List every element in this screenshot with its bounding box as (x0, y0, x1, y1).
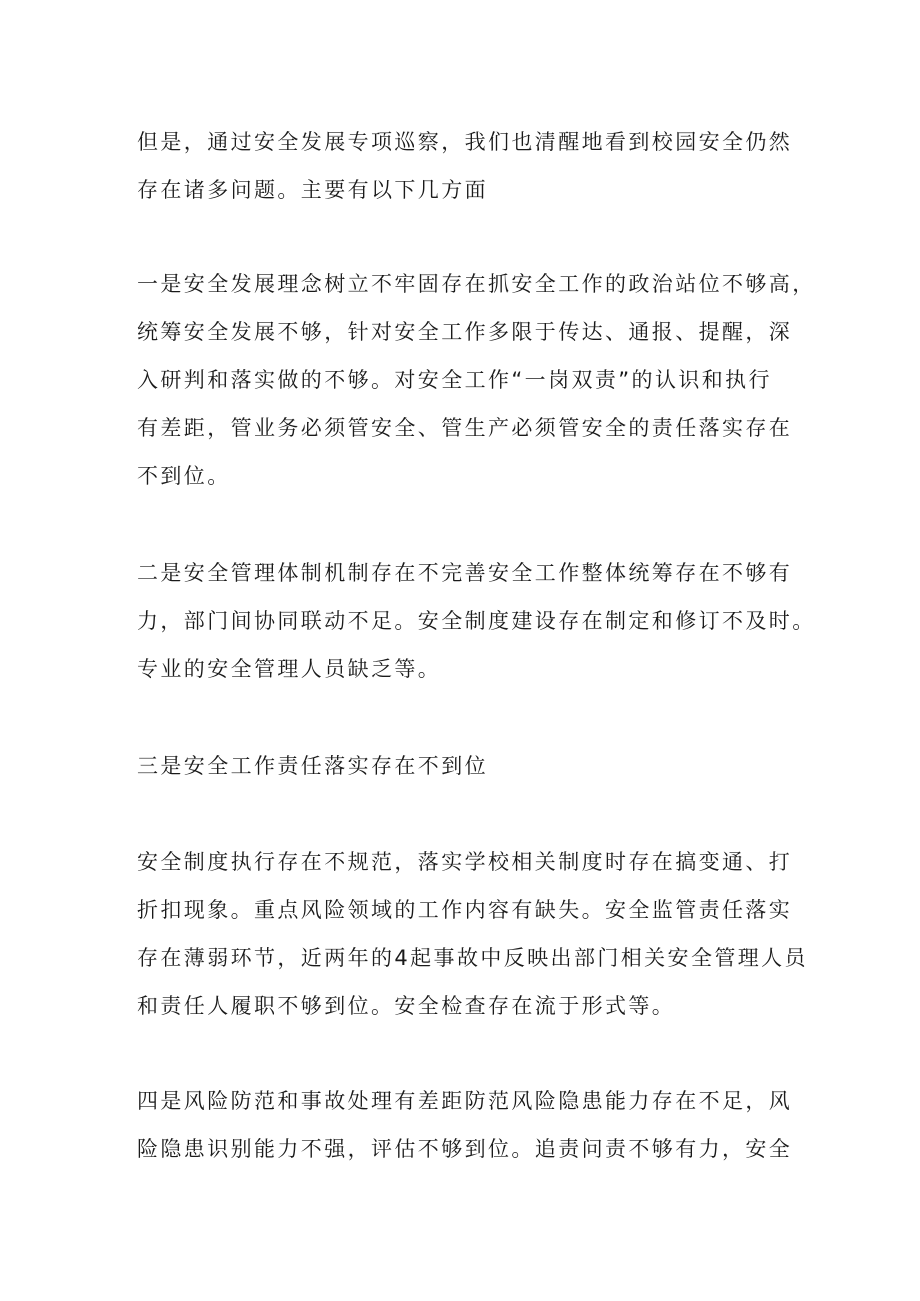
text-line: 折扣现象。重点风险领域的工作内容有缺失。安全监管责任落实 (137, 898, 793, 922)
text-line: 一是安全发展理念树立不牢固存在抓安全工作的政治站位不够高， (137, 272, 816, 296)
text-line: 存在诸多问题。主要有以下几方面 (137, 178, 488, 202)
paragraph-issue-1 (137, 260, 816, 500)
text-line: 二是安全管理体制机制存在不完善安全工作整体统筹存在不够有 (137, 561, 793, 585)
text-line: 不到位。 (137, 464, 231, 488)
text-line: 统筹安全发展不够，针对安全工作多限于传达、通报、提醒，深 (137, 320, 793, 344)
text-line: 三是安全工作责任落实存在不到位 (137, 754, 488, 778)
text-line: 和责任人履职不够到位。安全检查存在流于形式等。 (137, 994, 676, 1018)
text-line: 安全制度执行存在不规范，落实学校相关制度时存在搞变通、打 (137, 850, 793, 874)
text-line: 力，部门间协同联动不足。安全制度建设存在制定和修订不及时。 (137, 609, 816, 633)
text-line: 但是，通过安全发展专项巡察，我们也清醒地看到校园安全仍然 (137, 130, 793, 154)
text-line: 四是风险防范和事故处理有差距防范风险隐患能力存在不足，风 (137, 1089, 793, 1113)
text-line: 险隐患识别能力不强，评估不够到位。追责问责不够有力，安全 (137, 1137, 793, 1161)
paragraph-issue-3-body (137, 838, 808, 1030)
paragraph-intro (137, 118, 797, 214)
text-line: 入研判和落实做的不够。对安全工作“一岗双责”的认识和执行 (137, 368, 772, 392)
text-line: 存在薄弱环节，近两年的4起事故中反映出部门相关安全管理人员 (137, 946, 808, 970)
paragraph-issue-2 (137, 549, 816, 693)
paragraph-issue-3-heading (137, 742, 797, 790)
paragraph-issue-4 (137, 1077, 797, 1173)
text-line: 有差距，管业务必须管安全、管生产必须管安全的责任落实存在 (137, 416, 793, 440)
text-line: 专业的安全管理人员缺乏等。 (137, 657, 442, 681)
